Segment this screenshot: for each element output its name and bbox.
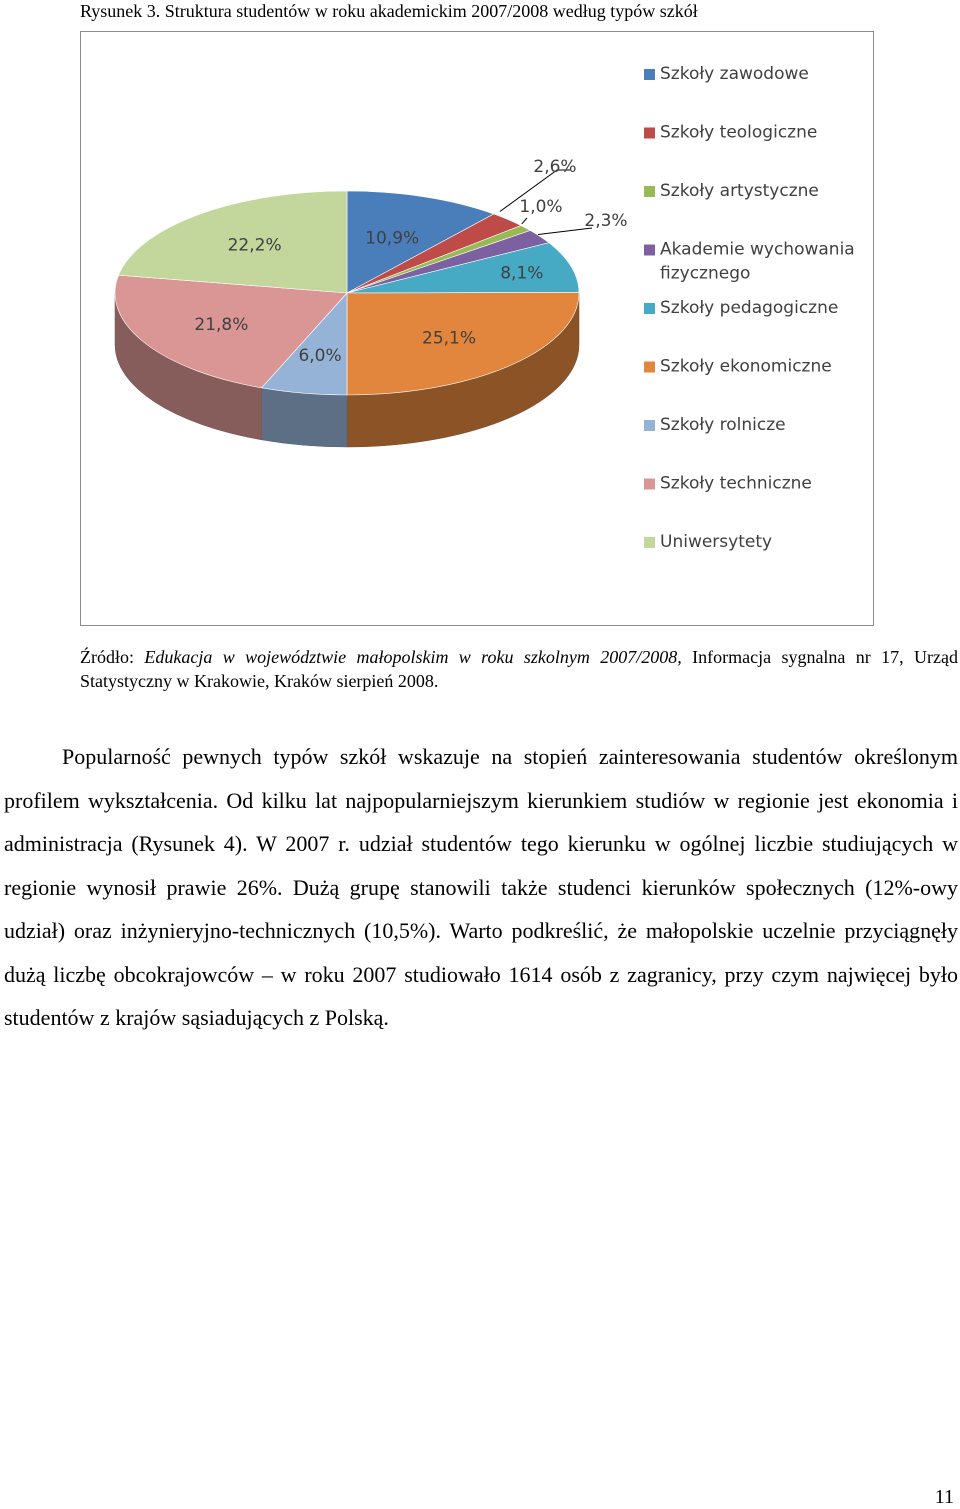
slice-label-8: 22,2% — [227, 235, 282, 256]
legend-label-4 — [660, 298, 838, 318]
legend-label-line: fizycznego — [660, 263, 751, 284]
pie-top — [115, 191, 579, 395]
legend-swatch-3 — [644, 245, 655, 256]
legend-label-line: Szkoły zawodowe — [660, 64, 809, 84]
slice-label-5: 25,1% — [422, 328, 477, 349]
legend-label-line: Szkoły artystyczne — [660, 181, 819, 201]
legend-label-3 — [660, 240, 855, 284]
slice-label-0: 10,9% — [365, 228, 420, 249]
source-prefix: Źródło: — [80, 647, 145, 667]
slice-label-7: 21,8% — [194, 314, 249, 335]
legend-label-6 — [660, 415, 786, 435]
legend-swatch-6 — [644, 420, 655, 431]
legend-label-line: Akademie wychowania — [660, 239, 855, 260]
legend-label-8 — [660, 532, 772, 552]
legend-swatch-1 — [644, 128, 655, 139]
source-rest: Informacja sygnalna nr 17, Urząd Statystyczny w Krakowie, Kraków sierpień 2008. — [80, 647, 958, 691]
legend-label-5 — [660, 357, 832, 377]
legend-label-line: Szkoły rolnicze — [660, 415, 786, 435]
legend-swatch-0 — [644, 69, 655, 80]
chart-legend — [644, 64, 855, 552]
slice-label-6: 6,0% — [298, 346, 342, 367]
page-number: 11 — [934, 1486, 954, 1508]
legend-label-line: Szkoły ekonomiczne — [660, 356, 832, 377]
slice-label-4: 8,1% — [500, 263, 544, 284]
legend-label-1 — [660, 123, 817, 143]
pie-chart — [80, 31, 874, 626]
body-paragraph-text: Popularność pewnych typów szkół wskazuje na stopień zainteresowania studentów określonym profilem wykształcenia. Od kilku lat najpopularniejszym kierunkiem studiów w regionie jest ekonomia i administracja (Rysunek 4). W 2007 r. udział studentów tego kierunku w ogólnej liczbie studiujących w regionie wynosił prawie 26%. Dużą grupę stanowili także studenci kierunków społecznych (12%-owy udział) oraz inżynieryjno-technicznych (10,5%). Warto podkreślić, że małopolskie uczelnie przyciągnęły dużą liczbę obcokrajowców – w roku 2007 studiowało 1614 osób z zagranicy, przy czym najwięcej było studentów z krajów sąsiadujących z Polską. — [4, 744, 958, 1030]
figure-source — [80, 645, 958, 693]
legend-swatch-5 — [644, 362, 655, 373]
leader-line-2 — [522, 218, 527, 224]
legend-label-2 — [660, 181, 819, 201]
legend-label-line: Uniwersytety — [660, 532, 773, 552]
legend-swatch-2 — [644, 186, 655, 197]
body-paragraph — [4, 735, 958, 1040]
legend-swatch-4 — [644, 303, 655, 314]
legend-label-line: Szkoły techniczne — [660, 473, 812, 494]
legend-swatch-7 — [644, 479, 655, 490]
pie-chart-svg — [81, 32, 875, 627]
legend-label-line: Szkoły teologiczne — [660, 122, 818, 143]
legend-swatch-8 — [644, 537, 655, 548]
slice-label-3: 2,3% — [584, 211, 628, 231]
figure-caption: Rysunek 3. Struktura studentów w roku akademickim 2007/2008 według typów szkół — [80, 1, 698, 21]
slice-side-6 — [262, 388, 347, 447]
legend-label-line: Szkoły pedagogiczne — [660, 298, 839, 318]
legend-label-0 — [660, 64, 809, 84]
slice-label-1: 2,6% — [533, 157, 577, 177]
slice-label-2: 1,0% — [519, 197, 563, 217]
source-title: Edukacja w województwie małopolskim w roku szkolnym 2007/2008, — [144, 647, 682, 667]
legend-label-7 — [660, 474, 812, 494]
